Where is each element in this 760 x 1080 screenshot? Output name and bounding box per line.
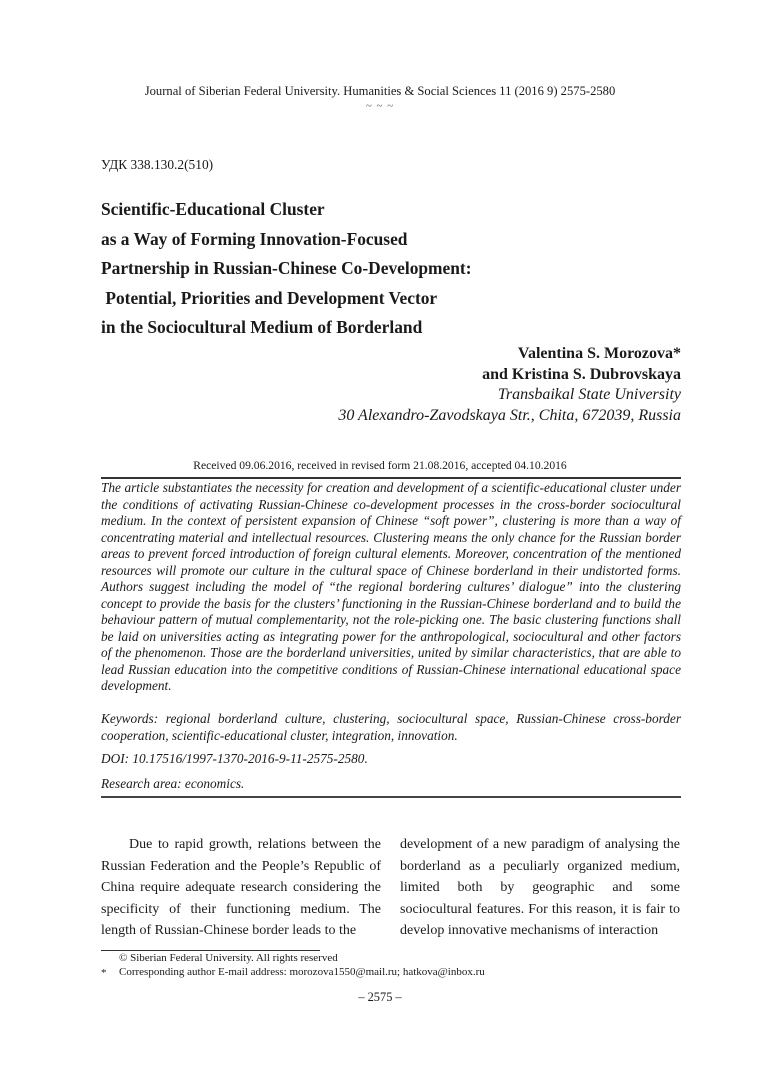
affiliation: Transbaikal State University [497, 386, 681, 403]
body-paragraph: development of a new paradigm of analysing the borderland as a peculiarly organized medium, limited both by geographic and some sociocultural features. For this reason, it is fair to develop innovative mechanisms of interaction [400, 837, 680, 939]
title-line: Potential, Priorities and Development Vector [101, 287, 438, 308]
title-line: Partnership in Russian-Chinese Co-Development: [101, 258, 472, 278]
body-paragraph: Due to rapid growth, relations between the Russian Federation and the People’s Republic of China require adequate research considering the specificity of their functioning medium. The length of Russian-Chinese border leads to the [101, 837, 381, 939]
copyright-footnote: © Siberian Federal University. All rights reserved [119, 952, 338, 964]
title-line: Scientific-Educational Cluster [101, 199, 325, 219]
title-line: in the Sociocultural Medium of Borderland [101, 317, 423, 337]
body-column-left [101, 834, 381, 942]
received-dates: Received 09.06.2016, received in revised form 21.08.2016, accepted 04.10.2016 [193, 459, 567, 472]
corresponding-author-footnote: Corresponding author E-mail address: morozova1550@mail.ru; hatkova@inbox.ru [119, 966, 485, 978]
author-1: Valentina S. Morozova* [517, 345, 681, 362]
abstract-top-rule [101, 477, 681, 479]
abstract: The article substantiates the necessity for creation and development of a scientific-educational cluster under the conditions of activating Russian-Chinese co-development processes in the cross-border sociocultural medium. In the context of persistent expansion of Chinese “soft power”, clustering is more than a way of concentrating material and intellectual resources. Clustering means the only chance for the Russian border areas to prevent forced introduction of foreign cultural elements. Moreover, concentration of the mentioned resources will promote our culture in the cultural space of Chinese borderland in their undistorted forms. Authors suggest including the model of “the regional bordering cultures’ dialogue” into the clustering concept to provide the basis for the clusters’ functioning in the Russian-Chinese borderland and to build the behaviour pattern of mutual complementarity, not the role-picking one. The basic clustering functions shall be laid on universities acting as integrating power for the anthropological, sociocultural and other factors of the phenomenon. Those are the borderland universities, united by similar characteristics, that are able to lead Russian education into the competitive conditions of Russian-Chinese international educational space development. [101, 480, 681, 693]
header-ornament: ~ ~ ~ [365, 100, 395, 112]
author-2: and Kristina S. Dubrovskaya [482, 365, 681, 383]
footnote-star: * [101, 967, 107, 979]
article-title [101, 195, 472, 343]
journal-header: Journal of Siberian Federal University. Humanities & Social Sciences 11 (2016 9) 2575-2580 [144, 84, 616, 98]
body-column-right [400, 834, 680, 942]
keywords: Keywords: regional borderland culture, clustering, sociocultural space, Russian-Chinese cross-border cooperation, scientific-educational cluster, integration, innovation. [101, 711, 681, 743]
title-line: as a Way of Forming Innovation-Focused [101, 228, 408, 249]
authors-block [338, 344, 681, 426]
research-area: Research area: economics. [101, 776, 245, 791]
abstract-bottom-rule [101, 796, 681, 798]
address: 30 Alexandro-Zavodskaya Str., Chita, 672039, Russia [338, 406, 681, 424]
doi: DOI: 10.17516/1997-1370-2016-9-11-2575-2580. [101, 751, 368, 766]
page-number: – 2575 – [358, 990, 402, 1004]
udk-code: УДК 338.130.2(510) [101, 157, 214, 172]
